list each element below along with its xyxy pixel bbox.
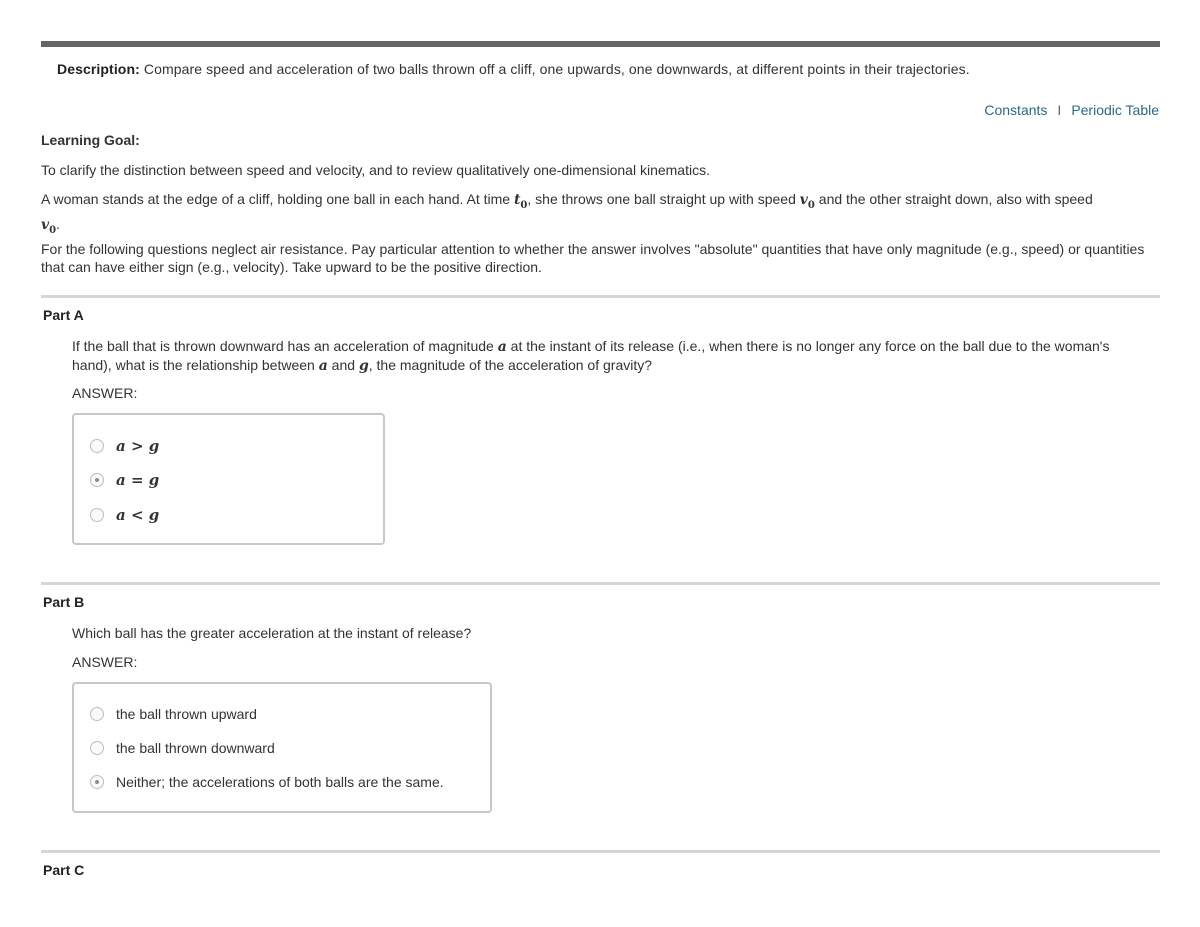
part-a-answer-box xyxy=(72,413,385,545)
intro-end: . xyxy=(56,215,60,232)
part-c-title: Part C xyxy=(43,862,85,878)
top-rule xyxy=(41,41,1160,47)
periodic-table-link[interactable]: Periodic Table xyxy=(1071,102,1159,118)
option-label: a > g xyxy=(116,437,160,455)
part-a-option-3[interactable] xyxy=(90,504,159,526)
radio-button[interactable] xyxy=(90,741,104,755)
part-a-answer-label: ANSWER: xyxy=(72,385,138,401)
speed-symbol-2: $v_0$ xyxy=(41,216,57,236)
part-a-title: Part A xyxy=(43,307,84,323)
radio-button-selected[interactable] xyxy=(90,775,104,789)
part-b-title: Part B xyxy=(43,594,85,610)
part-a-divider xyxy=(41,295,1160,298)
option-label: a < g xyxy=(116,506,160,524)
radio-button-selected[interactable] xyxy=(90,473,104,487)
instructions-paragraph: For the following questions neglect air resistance. Pay particular attention to whether the answer involves "absolute" quantities that have only magnitude (e.g., speed) or quantities that can have either sign (e.g., velocity). Take upward to be the positive direction. xyxy=(41,241,1145,275)
learning-goal-title: Learning Goal: xyxy=(41,132,140,148)
option-label: the ball thrown downward xyxy=(116,740,275,756)
learning-goal-text: To clarify the distinction between speed and velocity, and to review qualitatively one-dimensional kinematics. xyxy=(41,162,710,178)
constants-link[interactable]: Constants xyxy=(984,102,1048,118)
part-a-option-2[interactable] xyxy=(90,469,159,491)
radio-button[interactable] xyxy=(90,707,104,721)
description-text: Compare speed and acceleration of two balls thrown off a cliff, one upwards, one downwards, at different points in their trajectories. xyxy=(143,61,970,77)
speed-symbol: $v_0$ xyxy=(799,192,815,211)
part-b-divider xyxy=(41,582,1160,585)
part-a-question: If the ball that is thrown downward has an acceleration of magnitude a at the instant of its release (i.e., when there is no longer any force on the ball due to the woman's hand), what is the relationship between a and g, the magnitude of the acceleration of gravity? xyxy=(72,338,1110,374)
option-label: the ball thrown upward xyxy=(116,706,257,722)
radio-button[interactable] xyxy=(90,508,104,522)
var-g: g xyxy=(358,358,369,374)
part-b-option-2[interactable] xyxy=(90,737,275,759)
intro-text-2: , she throws one ball straight up with speed xyxy=(527,191,800,207)
var-a: a xyxy=(318,358,328,374)
part-a-option-1[interactable] xyxy=(90,435,159,457)
part-b-question: Which ball has the greater acceleration at the instant of release? xyxy=(72,625,472,641)
reference-links xyxy=(984,102,1159,118)
time-symbol: $t_0$ xyxy=(513,192,528,211)
var-a: a xyxy=(497,339,507,355)
intro-text-1: A woman stands at the edge of a cliff, holding one ball in each hand. At time xyxy=(41,191,514,207)
description-label: Description: xyxy=(57,61,140,77)
part-b-option-1[interactable] xyxy=(90,703,257,725)
intro-text-3: and the other straight down, also with speed xyxy=(814,191,1093,207)
part-b-option-3[interactable] xyxy=(90,771,444,793)
intro-paragraph xyxy=(41,190,1161,240)
part-b-answer-box xyxy=(72,682,492,813)
radio-button[interactable] xyxy=(90,439,104,453)
option-label: a = g xyxy=(116,471,160,489)
link-separator: I xyxy=(1057,102,1062,118)
option-label: Neither; the accelerations of both balls are the same. xyxy=(116,774,444,790)
part-b-answer-label: ANSWER: xyxy=(72,654,138,670)
part-c-divider xyxy=(41,850,1160,853)
description xyxy=(57,61,970,77)
